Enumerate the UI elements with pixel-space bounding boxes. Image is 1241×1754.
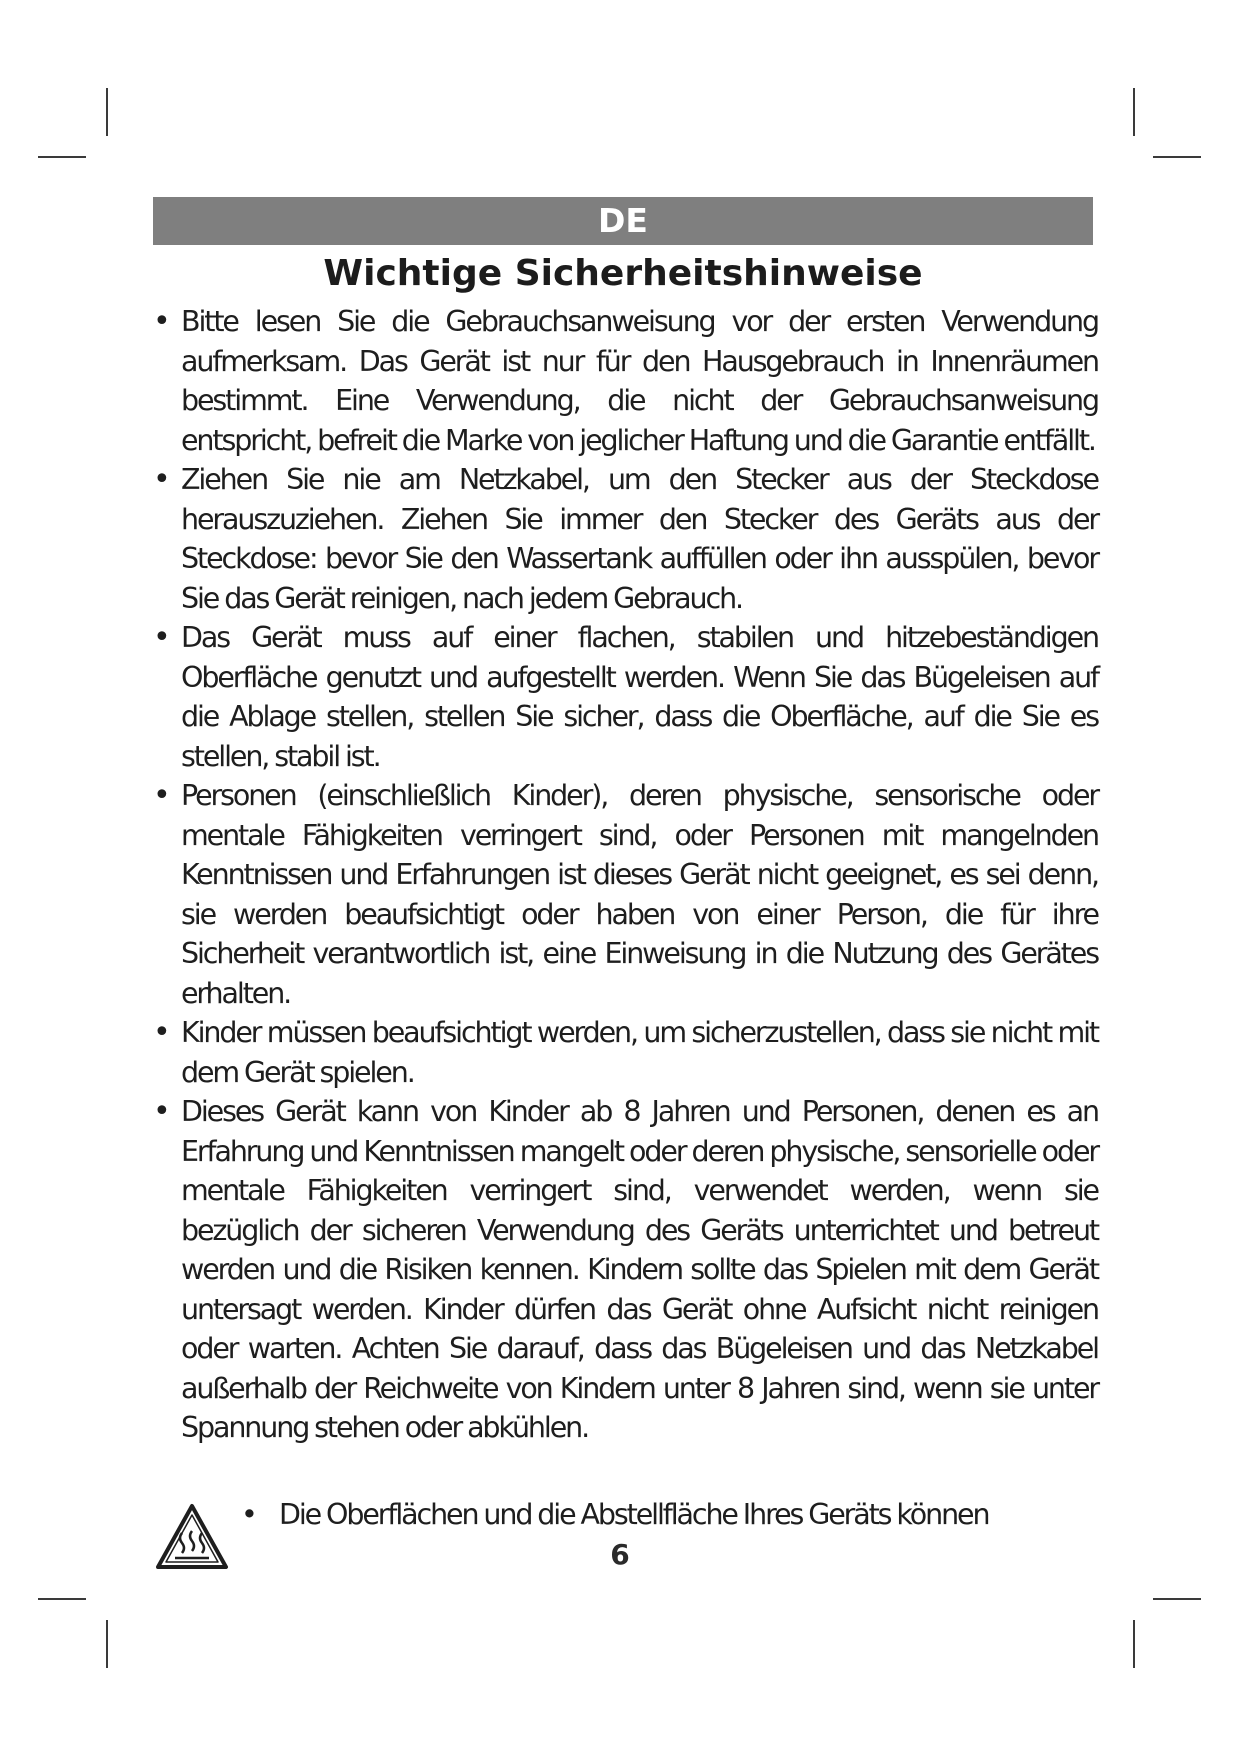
bullet-icon: •: [241, 1498, 258, 1531]
bullet-icon: •: [153, 304, 171, 339]
page-title: Wichtige Sicherheitshinweise: [323, 253, 923, 294]
language-code: DE: [598, 201, 648, 240]
list-item: [153, 1092, 1098, 1448]
crop-mark-top-right-horizontal: [1153, 156, 1201, 158]
crop-mark-bottom-right-vertical: [1133, 1620, 1135, 1668]
list-item-text: Bitte lesen Sie die Gebrauchsanweisung vor der ersten Verwendung aufmerksam. Das Gerät ist nur für den Hausgebrauch in Innenräumen bestimmt. Eine Verwendung, die nicht der Gebrauchsanweisung entspricht, befreit die Marke von jeglicher Haftung und die Garantie entfällt.: [181, 305, 1098, 457]
crop-mark-top-left-horizontal: [38, 156, 86, 158]
crop-mark-bottom-right-horizontal: [1153, 1598, 1201, 1600]
list-item: [153, 618, 1098, 776]
hot-surface-warning-icon: [155, 1503, 229, 1571]
bullet-icon: •: [153, 1094, 171, 1129]
crop-mark-top-right-vertical: [1133, 88, 1135, 136]
list-item: [153, 302, 1098, 460]
list-item-text: Das Gerät muss auf einer flachen, stabilen und hitzebeständigen Oberfläche genutzt und aufgestellt werden. Wenn Sie das Bügeleisen auf die Ablage stellen, stellen Sie sicher, dass die Oberfläche, auf die Sie es stellen, stabil ist.: [181, 621, 1098, 773]
crop-mark-bottom-left-horizontal: [38, 1598, 86, 1600]
bullet-icon: •: [153, 778, 171, 813]
list-item-text: Personen (einschließlich Kinder), deren physische, sensorische oder mentale Fähigkeiten verringert sind, oder Personen mit mangelnden Kenntnissen und Erfahrungen ist dieses Gerät nicht geeignet, es sei denn, sie werden beaufsichtigt oder haben von einer Person, die für ihre Sicherheit verantwortlich ist, eine Einweisung in die Nutzung des Gerätes erhalten.: [181, 779, 1098, 1010]
list-item: [153, 460, 1098, 618]
list-item: [241, 1495, 1141, 1535]
bullet-icon: •: [153, 1015, 171, 1050]
crop-mark-bottom-left-vertical: [106, 1620, 108, 1668]
list-item-text: Ziehen Sie nie am Netzkabel, um den Stecker aus der Steckdose herauszuziehen. Ziehen Sie immer den Stecker des Geräts aus der Steckdose: bevor Sie den Wassertank auffüllen oder ihn ausspülen, bevor Sie das Gerät reinigen, nach jedem Gebrauch.: [181, 463, 1098, 615]
bullet-icon: •: [153, 462, 171, 497]
page-number: 6: [610, 1538, 630, 1571]
list-item-text: Dieses Gerät kann von Kinder ab 8 Jahren und Personen, denen es an Erfahrung und Kenntnissen mangelt oder deren physische, sensorielle oder mentale Fähigkeiten verringert sind, verwendet werden, wenn sie bezüglich der sicheren Verwendung des Geräts unterrichtet und betreut werden und die Risiken kennen. Kindern sollte das Spielen mit dem Gerät untersagt werden. Kinder dürfen das Gerät ohne Aufsicht nicht reinigen oder warten. Achten Sie darauf, dass das Bügeleisen und das Netzkabel außerhalb der Reichweite von Kindern unter 8 Jahren sind, wenn sie unter Spannung stehen oder abkühlen.: [181, 1095, 1098, 1444]
language-bar: [153, 197, 1093, 245]
list-item: [153, 776, 1098, 1013]
safety-instructions-list: [153, 302, 1098, 1448]
list-item-text: Kinder müssen beaufsichtigt werden, um sicherzustellen, dass sie nicht mit dem Gerät spielen.: [181, 1016, 1098, 1089]
list-item: [153, 1013, 1098, 1092]
bullet-icon: •: [153, 620, 171, 655]
crop-mark-top-left-vertical: [106, 88, 108, 136]
list-item-text: Die Oberflächen und die Abstellfläche Ihres Geräts können: [278, 1498, 989, 1531]
